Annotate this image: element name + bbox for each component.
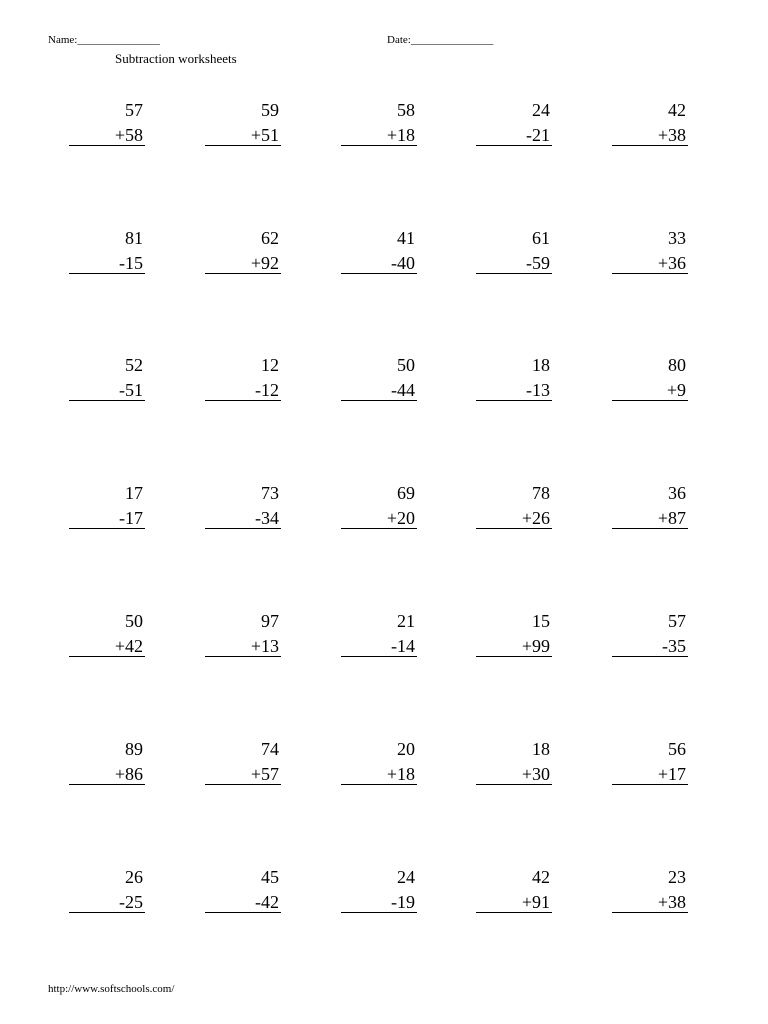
problem-top-operand: 59	[261, 100, 279, 120]
problem-top-operand: 62	[261, 228, 279, 248]
problem-top-operand: 57	[668, 611, 686, 631]
problem-bottom-operand: -13	[526, 380, 550, 400]
answer-line	[476, 912, 552, 913]
answer-line	[476, 656, 552, 657]
problem-bottom-operand: -21	[526, 125, 550, 145]
problem-6-5	[612, 739, 688, 783]
problem-top-operand: 57	[125, 100, 143, 120]
problem-top-operand: 17	[125, 483, 143, 503]
problem-5-1	[69, 611, 145, 655]
date-field[interactable]: Date:_______________	[387, 34, 494, 46]
problem-top-operand: 56	[668, 739, 686, 759]
problem-top-operand: 24	[532, 100, 550, 120]
problem-bottom-operand: +58	[114, 125, 143, 145]
problem-2-1	[69, 228, 145, 272]
problem-bottom-operand: -25	[119, 892, 143, 912]
answer-line	[205, 784, 281, 785]
problem-top-operand: 42	[532, 867, 550, 887]
problem-bottom-operand: +13	[250, 636, 279, 656]
problem-bottom-operand: +51	[250, 125, 279, 145]
problem-top-operand: 20	[397, 739, 415, 759]
problem-bottom-operand: +26	[521, 508, 550, 528]
problem-bottom-operand: -59	[526, 253, 550, 273]
problem-bottom-operand: +17	[657, 764, 686, 784]
answer-line	[612, 145, 688, 146]
answer-line	[476, 400, 552, 401]
problem-6-3	[341, 739, 417, 783]
problem-top-operand: 41	[397, 228, 415, 248]
worksheet-title: Subtraction worksheets	[115, 51, 237, 66]
problem-4-5	[612, 483, 688, 527]
problem-top-operand: 74	[261, 739, 279, 759]
problem-2-2	[205, 228, 281, 272]
answer-line	[205, 528, 281, 529]
answer-line	[69, 912, 145, 913]
answer-line	[476, 784, 552, 785]
answer-line	[341, 145, 417, 146]
problem-6-4	[476, 739, 552, 783]
problem-bottom-operand: +86	[114, 764, 143, 784]
answer-line	[69, 784, 145, 785]
problem-6-1	[69, 739, 145, 783]
answer-line	[341, 656, 417, 657]
problem-3-1	[69, 355, 145, 399]
problem-3-4	[476, 355, 552, 399]
problem-bottom-operand: +20	[386, 508, 415, 528]
problem-7-2	[205, 867, 281, 911]
answer-line	[476, 145, 552, 146]
answer-line	[612, 912, 688, 913]
problem-top-operand: 26	[125, 867, 143, 887]
problem-7-4	[476, 867, 552, 911]
problem-5-5	[612, 611, 688, 655]
problem-5-2	[205, 611, 281, 655]
problem-bottom-operand: -42	[255, 892, 279, 912]
problem-bottom-operand: -17	[119, 508, 143, 528]
problem-bottom-operand: +99	[521, 636, 550, 656]
problem-bottom-operand: +18	[386, 764, 415, 784]
problem-top-operand: 50	[397, 355, 415, 375]
answer-line	[69, 400, 145, 401]
problem-2-5	[612, 228, 688, 272]
footer-url[interactable]: http://www.softschools.com/	[48, 983, 175, 995]
answer-line	[69, 528, 145, 529]
problem-1-4	[476, 100, 552, 144]
answer-line	[205, 273, 281, 274]
answer-line	[341, 273, 417, 274]
problem-bottom-operand: +92	[250, 253, 279, 273]
problem-4-2	[205, 483, 281, 527]
problem-bottom-operand: +87	[657, 508, 686, 528]
problem-2-4	[476, 228, 552, 272]
problem-1-3	[341, 100, 417, 144]
answer-line	[69, 145, 145, 146]
problem-7-3	[341, 867, 417, 911]
problem-6-2	[205, 739, 281, 783]
problem-top-operand: 45	[261, 867, 279, 887]
problem-top-operand: 21	[397, 611, 415, 631]
problem-bottom-operand: +30	[521, 764, 550, 784]
problem-top-operand: 50	[125, 611, 143, 631]
problem-top-operand: 97	[261, 611, 279, 631]
problem-top-operand: 61	[532, 228, 550, 248]
problem-bottom-operand: -51	[119, 380, 143, 400]
problem-bottom-operand: +38	[657, 125, 686, 145]
problem-bottom-operand: +36	[657, 253, 686, 273]
problem-4-1	[69, 483, 145, 527]
problem-top-operand: 58	[397, 100, 415, 120]
answer-line	[612, 273, 688, 274]
problem-bottom-operand: +57	[250, 764, 279, 784]
problem-top-operand: 12	[261, 355, 279, 375]
problem-top-operand: 73	[261, 483, 279, 503]
problem-top-operand: 36	[668, 483, 686, 503]
problem-top-operand: 78	[532, 483, 550, 503]
problem-1-5	[612, 100, 688, 144]
problem-5-3	[341, 611, 417, 655]
problem-top-operand: 80	[668, 355, 686, 375]
problem-top-operand: 81	[125, 228, 143, 248]
problem-top-operand: 24	[397, 867, 415, 887]
problem-4-3	[341, 483, 417, 527]
problem-bottom-operand: -12	[255, 380, 279, 400]
answer-line	[341, 912, 417, 913]
problem-1-1	[69, 100, 145, 144]
problem-7-5	[612, 867, 688, 911]
problem-top-operand: 18	[532, 355, 550, 375]
problem-5-4	[476, 611, 552, 655]
answer-line	[205, 912, 281, 913]
problem-top-operand: 15	[532, 611, 550, 631]
problem-bottom-operand: +9	[666, 380, 686, 400]
problem-bottom-operand: -44	[391, 380, 415, 400]
problem-bottom-operand: +18	[386, 125, 415, 145]
problem-bottom-operand: -40	[391, 253, 415, 273]
problem-bottom-operand: -19	[391, 892, 415, 912]
answer-line	[476, 273, 552, 274]
name-field[interactable]: Name:_______________	[48, 34, 160, 46]
problem-bottom-operand: -15	[119, 253, 143, 273]
answer-line	[612, 656, 688, 657]
problem-bottom-operand: +38	[657, 892, 686, 912]
answer-line	[612, 784, 688, 785]
problem-top-operand: 69	[397, 483, 415, 503]
problem-bottom-operand: -35	[662, 636, 686, 656]
answer-line	[341, 528, 417, 529]
answer-line	[476, 528, 552, 529]
problem-2-3	[341, 228, 417, 272]
problem-1-2	[205, 100, 281, 144]
answer-line	[205, 400, 281, 401]
problem-bottom-operand: -14	[391, 636, 415, 656]
problem-7-1	[69, 867, 145, 911]
problem-3-3	[341, 355, 417, 399]
answer-line	[69, 273, 145, 274]
answer-line	[341, 400, 417, 401]
answer-line	[205, 656, 281, 657]
problem-bottom-operand: -34	[255, 508, 279, 528]
answer-line	[612, 528, 688, 529]
problem-bottom-operand: +91	[521, 892, 550, 912]
problem-top-operand: 52	[125, 355, 143, 375]
problem-top-operand: 42	[668, 100, 686, 120]
problem-top-operand: 33	[668, 228, 686, 248]
answer-line	[341, 784, 417, 785]
problem-bottom-operand: +42	[114, 636, 143, 656]
answer-line	[69, 656, 145, 657]
answer-line	[612, 400, 688, 401]
problem-3-5	[612, 355, 688, 399]
problem-top-operand: 89	[125, 739, 143, 759]
problem-3-2	[205, 355, 281, 399]
problem-top-operand: 18	[532, 739, 550, 759]
problem-top-operand: 23	[668, 867, 686, 887]
answer-line	[205, 145, 281, 146]
problem-4-4	[476, 483, 552, 527]
